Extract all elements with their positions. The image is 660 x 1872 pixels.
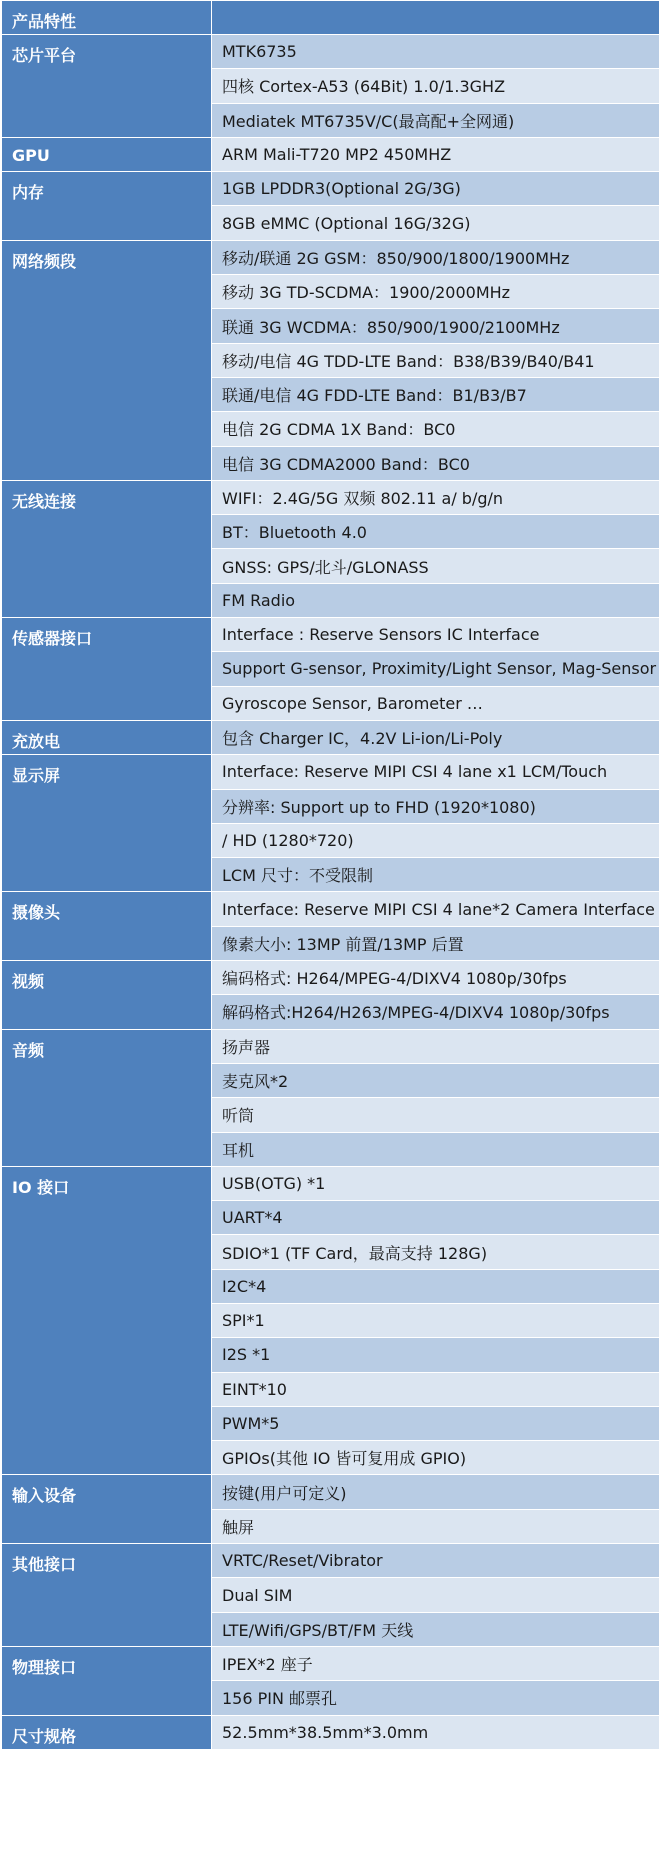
spec-value: GPIOs(其他 IO 皆可复用成 GPIO) — [212, 1441, 660, 1475]
spec-category: 视频 — [2, 961, 212, 1030]
spec-value: 解码格式:H264/H263/MPEG-4/DIXV4 1080p/30fps — [212, 995, 660, 1029]
spec-value: 电信 3G CDMA2000 Band：BC0 — [212, 446, 660, 480]
spec-row — [2, 720, 660, 754]
spec-value: USB(OTG) *1 — [212, 1166, 660, 1200]
spec-row — [2, 755, 660, 789]
spec-category: 物理接口 — [2, 1646, 212, 1715]
spec-row — [2, 172, 660, 206]
spec-row — [2, 961, 660, 995]
spec-category: 无线连接 — [2, 480, 212, 617]
spec-category: 充放电 — [2, 720, 212, 754]
spec-value: 听筒 — [212, 1098, 660, 1132]
spec-value: MTK6735 — [212, 35, 660, 69]
spec-category: 显示屏 — [2, 755, 212, 892]
spec-row — [2, 1475, 660, 1509]
spec-value: FM Radio — [212, 583, 660, 617]
spec-category: 其他接口 — [2, 1544, 212, 1647]
spec-row — [2, 1029, 660, 1063]
spec-row — [2, 1646, 660, 1680]
spec-category: 内存 — [2, 172, 212, 241]
spec-category: 传感器接口 — [2, 618, 212, 721]
spec-value: I2S *1 — [212, 1338, 660, 1372]
spec-value: ARM Mali-T720 MP2 450MHZ — [212, 137, 660, 171]
spec-value: Interface: Reserve MIPI CSI 4 lane*2 Camera Interface — [212, 892, 660, 926]
spec-value: 联通 3G WCDMA：850/900/1900/2100MHz — [212, 309, 660, 343]
spec-value: Interface : Reserve Sensors IC Interface — [212, 618, 660, 652]
spec-row — [2, 892, 660, 926]
spec-category: 音频 — [2, 1029, 212, 1166]
spec-category: GPU — [2, 137, 212, 171]
spec-value: 移动/联通 2G GSM：850/900/1800/1900MHz — [212, 240, 660, 274]
spec-value: WIFI：2.4G/5G 双频 802.11 a/ b/g/n — [212, 480, 660, 514]
spec-value: 像素大小: 13MP 前置/13MP 后置 — [212, 926, 660, 960]
spec-category: 网络频段 — [2, 240, 212, 480]
spec-value: 联通/电信 4G FDD-LTE Band：B1/B3/B7 — [212, 377, 660, 411]
spec-value: IPEX*2 座子 — [212, 1646, 660, 1680]
table-header-row — [2, 1, 660, 35]
spec-value: UART*4 — [212, 1201, 660, 1235]
spec-value: Mediatek MT6735V/C(最高配+全网通) — [212, 103, 660, 137]
spec-value: 扬声器 — [212, 1029, 660, 1063]
spec-value: 麦克风*2 — [212, 1063, 660, 1097]
spec-value: 按键(用户可定义) — [212, 1475, 660, 1509]
spec-value: 移动/电信 4G TDD-LTE Band：B38/B39/B40/B41 — [212, 343, 660, 377]
spec-value: Interface: Reserve MIPI CSI 4 lane x1 LCM/Touch — [212, 755, 660, 789]
spec-row — [2, 240, 660, 274]
spec-value: 包含 Charger IC，4.2V Li-ion/Li-Poly — [212, 720, 660, 754]
spec-value: 8GB eMMC (Optional 16G/32G) — [212, 206, 660, 240]
spec-value: PWM*5 — [212, 1406, 660, 1440]
spec-category: 尺寸规格 — [2, 1715, 212, 1749]
spec-category: 摄像头 — [2, 892, 212, 961]
spec-value: VRTC/Reset/Vibrator — [212, 1544, 660, 1578]
spec-row — [2, 1544, 660, 1578]
spec-table — [1, 0, 660, 1750]
spec-value: 耳机 — [212, 1132, 660, 1166]
spec-table-body — [2, 1, 660, 1750]
spec-value: 四核 Cortex-A53 (64Bit) 1.0/1.3GHZ — [212, 69, 660, 103]
spec-value: 电信 2G CDMA 1X Band：BC0 — [212, 412, 660, 446]
spec-value: LCM 尺寸：不受限制 — [212, 858, 660, 892]
spec-value: 分辨率: Support up to FHD (1920*1080) — [212, 789, 660, 823]
spec-row — [2, 35, 660, 69]
spec-value: Support G-sensor, Proximity/Light Sensor, Mag-Sensor — [212, 652, 660, 686]
spec-value: BT：Bluetooth 4.0 — [212, 515, 660, 549]
spec-value: EINT*10 — [212, 1372, 660, 1406]
spec-category: IO 接口 — [2, 1166, 212, 1475]
spec-value: / HD (1280*720) — [212, 823, 660, 857]
table-header-title: 产品特性 — [2, 1, 212, 35]
spec-value: SDIO*1 (TF Card，最高支持 128G) — [212, 1235, 660, 1269]
spec-value: GNSS: GPS/北斗/GLONASS — [212, 549, 660, 583]
spec-row — [2, 480, 660, 514]
spec-value: SPI*1 — [212, 1303, 660, 1337]
spec-row — [2, 1166, 660, 1200]
spec-value: I2C*4 — [212, 1269, 660, 1303]
spec-value: 触屏 — [212, 1509, 660, 1543]
spec-row — [2, 137, 660, 171]
spec-value: Dual SIM — [212, 1578, 660, 1612]
table-header-blank — [212, 1, 660, 35]
spec-category: 芯片平台 — [2, 35, 212, 138]
spec-row — [2, 618, 660, 652]
spec-value: LTE/Wifi/GPS/BT/FM 天线 — [212, 1612, 660, 1646]
spec-value: 1GB LPDDR3(Optional 2G/3G) — [212, 172, 660, 206]
spec-value: 编码格式: H264/MPEG-4/DIXV4 1080p/30fps — [212, 961, 660, 995]
spec-row — [2, 1715, 660, 1749]
spec-value: 移动 3G TD-SCDMA：1900/2000MHz — [212, 275, 660, 309]
spec-value: 52.5mm*38.5mm*3.0mm — [212, 1715, 660, 1749]
spec-value: 156 PIN 邮票孔 — [212, 1681, 660, 1715]
spec-category: 输入设备 — [2, 1475, 212, 1544]
spec-value: Gyroscope Sensor, Barometer … — [212, 686, 660, 720]
